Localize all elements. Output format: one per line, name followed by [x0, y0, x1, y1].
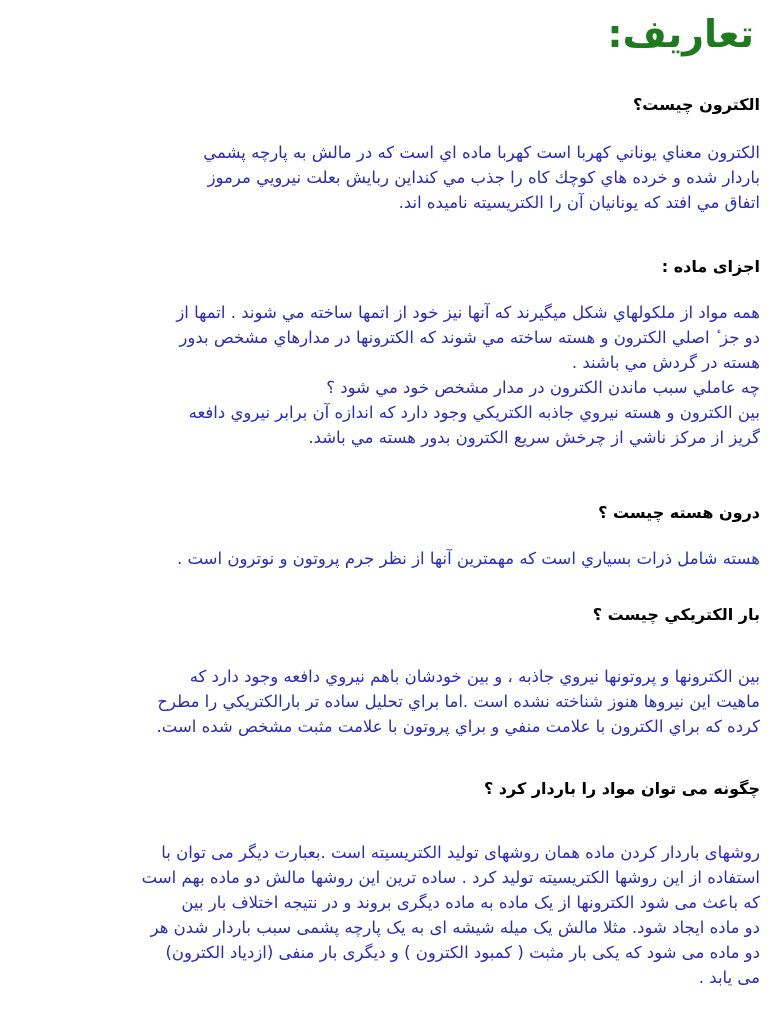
- text-line: دو جز ٔ اصلي الكترون و هسته ساخته مي شوند كه الكترونها در مدارهاي مشخص بدور: [179, 328, 760, 347]
- text-line: روشهای باردار کردن ماده همان روشهای تولید الکتریسیته است .بعبارت دیگر می توان با: [161, 843, 760, 862]
- section-body-electric-charge: [8, 664, 760, 739]
- text-line: می یابد .: [698, 968, 760, 987]
- text-line: که باعث می شود الکترونها از یک ماده به ماده دیگری بروند و در نتیجه اختلاف بار بین: [181, 893, 760, 912]
- text-line: هسته در گردش مي باشند .: [571, 353, 760, 372]
- text-line: دو ماده می شود که یکی بار مثبت ( کمبود الکترون ) و دیگری بار منفی (ازدیاد الکترون): [165, 943, 760, 962]
- text-line: دو ماده ایجاد شود. مثلا مالش یک میله شیشه ای به یک پارچه پشمی سبب باردار شدن هر: [150, 918, 760, 937]
- page-title: تعاریف:: [607, 12, 754, 56]
- section-body-electron: [8, 140, 760, 215]
- section-heading-charging-materials: چگونه می توان مواد را باردار کرد ؟: [483, 779, 760, 798]
- text-line: اتفاق مي افتد كه يونانيان آن را الكتريسيته ناميده اند.: [398, 193, 760, 212]
- section-heading-nucleus: درون هسته چيست ؟: [598, 503, 760, 522]
- text-line: همه مواد از ملكولهاي شكل ميگيرند كه آنها نيز خود از اتمها ساخته مي شوند . اتمها از: [176, 303, 760, 322]
- text-line: استفاده از این روشها الکتریسیته تولید کرد . ساده ترین این روشها مالش دو ماده بهم است: [141, 868, 760, 887]
- text-line: هسته شامل ذرات بسياري است كه مهمترين آنها از نظر جرم پروتون و نوترون است .: [176, 549, 760, 568]
- section-body-matter-parts: [8, 300, 760, 450]
- text-line: ماهيت اين نيروها هنوز شناخته نشده است .اما براي تحليل ساده تر بارالكتريكي را مطرح: [157, 692, 760, 711]
- text-line: الكترون معناي يوناني كهربا است كهربا ماده اي است كه در مالش به پارچه پشمي: [203, 143, 760, 162]
- text-line: باردار شده و خرده هاي كوچك كاه را جذب مي كنداين ربايش بعلت نيرويي مرموز: [207, 168, 760, 187]
- text-line: كرده كه براي الكترون با علامت منفي و براي پروتون با علامت مثبت مشخص شده است.: [156, 717, 760, 736]
- section-body-charging-materials: [8, 840, 760, 990]
- section-heading-electron: الكترون چيست؟: [632, 95, 760, 114]
- text-line: بين الكترون و هسته نيروي جاذبه الكتريكي وجود دارد كه اندازه آن برابر نيروي دافعه: [188, 403, 760, 422]
- section-heading-matter-parts: اجزای ماده :: [661, 257, 760, 276]
- text-line: چه عاملي سبب ماندن الكترون در مدار مشخص خود مي شود ؟: [326, 378, 760, 397]
- text-line: گريز از مركز ناشي از چرخش سريع الكترون بدور هسته مي باشد.: [308, 428, 760, 447]
- section-body-nucleus: [8, 546, 760, 571]
- section-heading-electric-charge: بار الكتريكي چيست ؟: [592, 605, 760, 624]
- text-line: بين الكترونها و پروتونها نيروي جاذبه ، و بين خودشان باهم نيروي دافعه وجود دارد كه: [189, 667, 760, 686]
